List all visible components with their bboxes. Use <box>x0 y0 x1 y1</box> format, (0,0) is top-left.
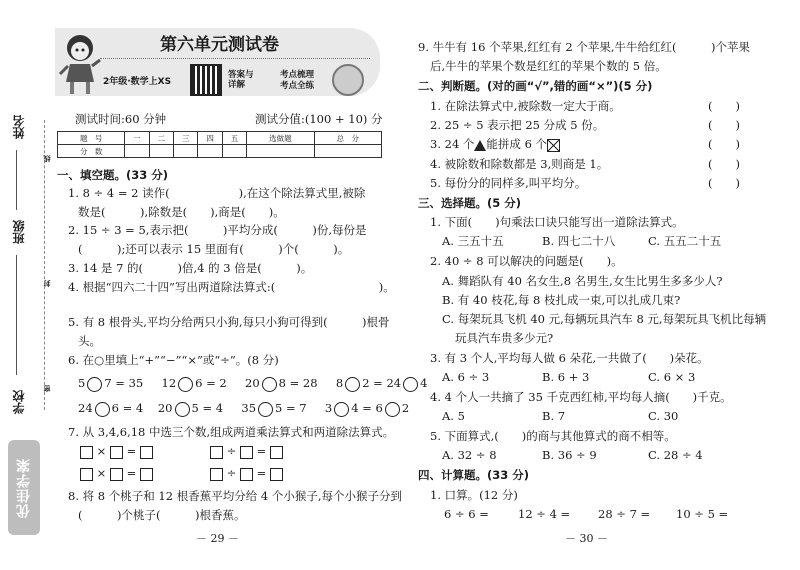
score-header-cell: 总 分 <box>314 132 381 145</box>
choice-option[interactable]: C. 28 ÷ 4 <box>648 448 703 462</box>
answer-box[interactable] <box>80 446 93 459</box>
section-true-false: 二、判断题。(对的画“√”,错的画“×”)(5 分) <box>418 79 653 93</box>
triangle-icon <box>474 140 486 151</box>
operator-circle[interactable] <box>258 402 273 417</box>
operator-circle[interactable] <box>334 402 349 417</box>
judge-1: 1. 在除法算式中,被除数一定大于商。 <box>430 99 621 113</box>
choice-5: 5. 下面算式,( )的商与其他算式的商不相等。 <box>430 429 676 443</box>
operator-row-2: 24 6 = 4 20 5 = 4 35 5 = 7 3 4 = 6 2 <box>78 401 410 415</box>
score-header-cell: 二 <box>149 132 173 145</box>
question-6: 6. 在○里填上“+”“−”“×”或“÷”。(8 分) <box>68 353 279 367</box>
choice-option[interactable]: A. 舞蹈队有 40 名女生,8 名男生,女生比男生多多少人? <box>442 274 723 288</box>
binding-margin <box>0 0 51 570</box>
calc-1: 1. 口算。(12 分) <box>430 488 518 502</box>
judge-answer-paren[interactable]: ( ) <box>708 99 740 113</box>
question-4: 4. 根据“四六二十四”写出两道除法算式:( )。 <box>68 280 395 294</box>
question-1b: 数是( ),除数是( ),商是( )。 <box>78 205 285 219</box>
judge-answer-paren[interactable]: ( ) <box>708 157 740 171</box>
choice-option[interactable]: C. 五五二十五 <box>648 234 722 248</box>
page-title: 第六单元测试卷 <box>160 35 279 55</box>
question-8b: ( )个桃子( )根香蕉。 <box>78 508 246 522</box>
question-2a: 2. 15 ÷ 3 = 5,表示把( )平均分成( )份,每份是 <box>68 223 367 237</box>
operator-row-1: 5 7 = 35 12 6 = 2 20 8 = 28 8 2 = 24 4 <box>78 376 428 390</box>
score-header-cell: 四 <box>198 132 222 145</box>
mental-calc-item[interactable]: 28 ÷ 7 = <box>598 507 651 521</box>
question-1a: 1. 8 ÷ 4 = 2 读作( ),在这个除法算式里,被除 <box>68 186 366 200</box>
page-number-left: － 29 － <box>196 532 239 545</box>
answer-box[interactable] <box>80 468 93 481</box>
choice-option-cont: 玩具汽车贵多少元? <box>455 331 554 345</box>
judge-4: 4. 被除数和除数都是 3,则商是 1。 <box>430 157 609 171</box>
answer-box[interactable] <box>270 446 283 459</box>
answer-box[interactable] <box>140 446 153 459</box>
operator-circle[interactable] <box>175 402 190 417</box>
mental-calc-item[interactable]: 6 ÷ 6 = <box>444 507 489 521</box>
answer-box[interactable] <box>110 468 123 481</box>
page-number-right: － 30 － <box>565 532 608 545</box>
qr-code-icon[interactable] <box>190 64 222 96</box>
answer-box[interactable] <box>240 468 253 481</box>
score-cell[interactable] <box>222 145 246 158</box>
question-5b: 头。 <box>78 334 101 348</box>
judge-answer-paren[interactable]: ( ) <box>708 176 740 190</box>
choice-option[interactable]: C. 6 × 3 <box>648 370 696 384</box>
score-header-cell: 一 <box>125 132 149 145</box>
name-line <box>16 150 17 210</box>
choice-4: 4. 4 个人一共摘了 35 千克西红柿,平均每人摘( )千克。 <box>430 390 732 404</box>
section-choice: 三、选择题。(5 分) <box>418 196 522 210</box>
question-9a: 9. 牛牛有 16 个苹果,红红有 2 个苹果,牛牛给红红( )个苹果 <box>418 40 750 54</box>
score-table <box>57 131 382 158</box>
score-row-label: 分 数 <box>58 145 125 158</box>
grade-label: 2年级·数学上XS <box>103 77 172 87</box>
mental-calc-item[interactable]: 12 ÷ 4 = <box>518 507 571 521</box>
equation-box-row: ÷ = <box>210 444 283 459</box>
cut-mark: 密 <box>43 385 51 392</box>
cut-mark: 线 <box>43 155 51 162</box>
choice-option[interactable]: A. 32 ÷ 8 <box>442 448 497 462</box>
class-label: 班级 <box>12 220 26 244</box>
judge-answer-paren[interactable]: ( ) <box>708 118 740 132</box>
kp-qr-icon[interactable] <box>332 64 364 96</box>
operator-circle[interactable] <box>262 377 277 392</box>
equation-box-row: × = <box>80 444 153 459</box>
cut-line <box>44 120 45 410</box>
choice-option[interactable]: A. 5 <box>442 409 465 423</box>
score-cell[interactable] <box>125 145 149 158</box>
operator-circle[interactable] <box>178 377 193 392</box>
answer-box[interactable] <box>210 468 223 481</box>
score-header-cell: 三 <box>174 132 198 145</box>
question-5a: 5. 有 8 根骨头,平均分给两只小狗,每只小狗可得到( )根骨 <box>68 315 390 329</box>
section-fill-blank: 一、填空题。(33 分) <box>57 168 169 182</box>
judge-5: 5. 每份分的同样多,叫平均分。 <box>430 176 587 190</box>
score-header-cell: 选做题 <box>247 132 314 145</box>
class-line <box>16 255 17 375</box>
answer-box[interactable] <box>110 446 123 459</box>
score-cell[interactable] <box>198 145 222 158</box>
question-8a: 8. 将 8 个桃子和 12 根香蕉平均分给 4 个小猴子,每个小猴子分到 <box>68 489 402 503</box>
question-7: 7. 从 3,4,6,18 中选三个数,组成两道乘法算式和两道除法算式。 <box>68 425 395 439</box>
choice-option[interactable]: A. 6 ÷ 3 <box>442 370 490 384</box>
answer-box[interactable] <box>140 468 153 481</box>
answer-box[interactable] <box>240 446 253 459</box>
score-cell[interactable] <box>174 145 198 158</box>
kp-label-2: 考点全练 <box>280 81 315 91</box>
banner-divider <box>100 58 370 59</box>
choice-option[interactable]: B. 四七二十八 <box>542 234 616 248</box>
answer-box[interactable] <box>210 446 223 459</box>
judge-2: 2. 25 ÷ 5 表示把 25 分成 5 份。 <box>430 118 605 132</box>
equation-box-row: × = <box>80 466 153 481</box>
choice-option[interactable]: C. 30 <box>648 409 679 423</box>
score-header-cell: 五 <box>222 132 246 145</box>
section-calculation: 四、计算题。(33 分) <box>418 468 530 482</box>
score-value-row <box>58 145 382 158</box>
answer-qr-label: 答案与详解 <box>228 70 254 90</box>
choice-option[interactable]: B. 有 40 枝花,每 8 枝扎成一束,可以扎成几束? <box>442 293 681 307</box>
question-3: 3. 14 是 7 的( )倍,4 的 3 倍是( )。 <box>68 261 313 275</box>
school-label: 学校 <box>12 390 26 414</box>
question-2b: ( );还可以表示 15 里面有( )个( )。 <box>78 242 350 256</box>
score-header-cell: 题 号 <box>58 132 125 145</box>
kp-label-1: 考点梳理 <box>280 70 315 80</box>
exam-score: 测试分值:(100 + 10) 分 <box>255 112 383 126</box>
choice-3: 3. 有 3 个人,平均每人做 6 朵花,一共做了( )朵花。 <box>430 351 709 365</box>
cartoon-girl-icon <box>58 30 102 100</box>
name-label: 姓名 <box>12 115 26 139</box>
judge-3: 3. 24 个 能拼成 6 个 <box>430 136 560 152</box>
operator-circle[interactable] <box>95 402 110 417</box>
score-cell[interactable] <box>247 145 314 158</box>
operator-circle[interactable] <box>87 377 102 392</box>
exam-time: 测试时间:60 分钟 <box>75 112 167 126</box>
score-cell[interactable] <box>149 145 173 158</box>
choice-option[interactable]: B. 36 ÷ 9 <box>542 448 597 462</box>
operator-circle[interactable] <box>345 377 360 392</box>
mental-calc-item[interactable]: 10 ÷ 5 = <box>676 507 729 521</box>
brand-logo: 优佳学案 <box>8 440 40 535</box>
choice-option[interactable]: B. 7 <box>542 409 566 423</box>
answer-box[interactable] <box>270 468 283 481</box>
score-header-row <box>58 132 382 145</box>
score-cell[interactable] <box>314 145 381 158</box>
judge-answer-paren[interactable]: ( ) <box>708 137 740 151</box>
choice-2: 2. 40 ÷ 8 可以解决的问题是( )。 <box>430 254 623 268</box>
choice-option[interactable]: A. 三五十五 <box>442 234 504 248</box>
cut-mark: 封 <box>43 280 51 287</box>
choice-option[interactable]: C. 每架玩具飞机 40 元,每辆玩具汽车 8 元,每架玩具飞机比每辆 <box>442 312 767 326</box>
crossed-square-icon <box>547 139 560 152</box>
choice-1: 1. 下面( )句乘法口诀只能写出一道除法算式。 <box>430 215 684 229</box>
choice-option[interactable]: B. 6 + 3 <box>542 370 590 384</box>
equation-box-row: ÷ = <box>210 466 283 481</box>
operator-circle[interactable] <box>403 377 418 392</box>
question-9b: 后,牛牛的苹果个数是红红的苹果个数的 5 倍。 <box>430 59 667 73</box>
operator-circle[interactable] <box>385 402 400 417</box>
